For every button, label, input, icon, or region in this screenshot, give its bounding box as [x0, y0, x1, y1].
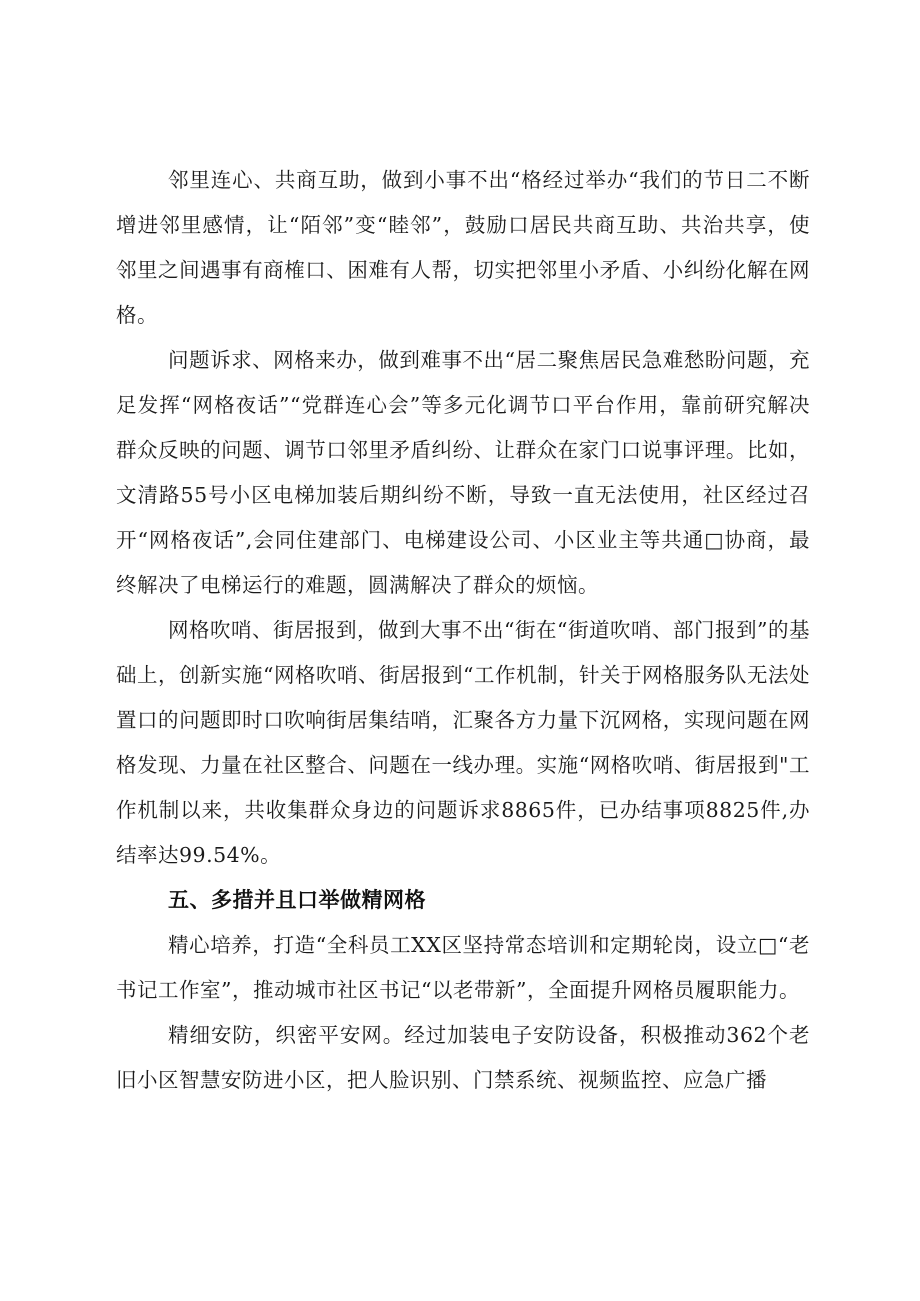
section-heading: 五、多措并且口举做精网格	[168, 888, 426, 912]
paragraph-neighborhood: 邻里连心、共商互助，做到小事不出“格经过举办“我们的节日二不断增进邻里感情，让“陌邻”变“睦邻”，鼓励口居民共商互助、共治共享，使邻里之间遇事有商榷口、困难有人帮，切实把邻里小矛盾、小纠纷化解在网格。	[116, 168, 810, 327]
paragraph-grid-whistle: 网格吹哨、街居报到，做到大事不出“街在“街道吹哨、部门报到”的基础上，创新实施“网格吹哨、街居报到“工作机制，针关于网格服务队无法处置口的问题即时口吹响街居集结哨，汇聚各方力量下沉网格，实现问题在网格发现、力量在社区整合、问题在一线办理。实施“网格吹哨、街居报到"工作机制以来，共收集群众身边的问题诉求8865件，已办结事项8825件,办结率达99.54%。	[116, 618, 810, 867]
paragraph-training: 精心培养，打造“全科员工XX区坚持常态培训和定期轮岗，设立□“老书记工作室”，推动城市社区书记“以老带新”，全面提升网格员履职能力。	[116, 933, 810, 1002]
paragraph-security: 精细安防，织密平安网。经过加装电子安防设备，积极推动362个老旧小区智慧安防进小区，把人脸识别、门禁系统、视频监控、应急广播	[116, 1023, 810, 1092]
document-body	[116, 158, 810, 1103]
paragraph-grid-appeals: 问题诉求、网格来办，做到难事不出“居二聚焦居民急难愁盼问题，充足发挥“网格夜话”“党群连心会”等多元化调节口平台作用，靠前研究解决群众反映的问题、调节口邻里矛盾纠纷、让群众在家门口说事评理。比如，文清路55号小区电梯加装后期纠纷不断，导致一直无法使用，社区经过召开“网格夜话”,会同住建部门、电梯建设公司、小区业主等共通□协商，最终解决了电梯运行的难题，圆满解决了群众的烦恼。	[116, 348, 810, 597]
